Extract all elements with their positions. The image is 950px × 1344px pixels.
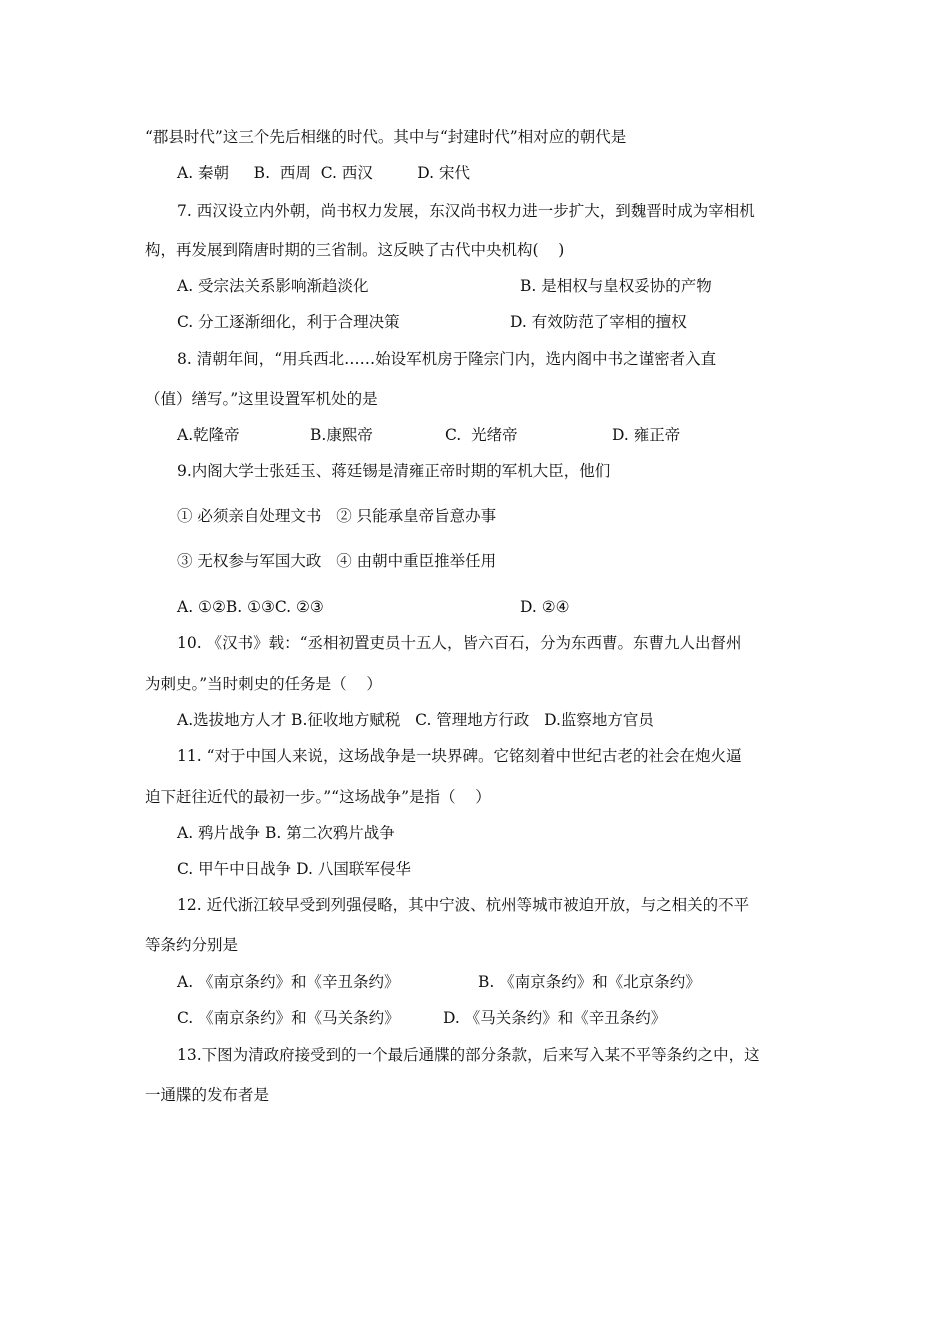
q7-option-d: D. 有效防范了宰相的擅权	[510, 313, 687, 331]
q12-stem-line2: 等条约分别是	[145, 936, 239, 954]
q7-option-b: B. 是相权与皇权妥协的产物	[520, 277, 712, 295]
q8-stem-line1: 8. 清朝年间，“用兵西北……始设军机房于隆宗门内，选内阁中书之谨密者入直	[177, 350, 717, 368]
q9-option-d: D. ②④	[520, 598, 570, 616]
q10-stem-line2: 为刺史。”当时刺史的任务是（ ）	[145, 675, 382, 693]
q7-option-a: A. 受宗法关系影响渐趋淡化	[177, 277, 369, 295]
q7-option-c: C. 分工逐渐细化，利于合理决策	[177, 313, 400, 331]
q13-stem-line1: 13.下图为清政府接受到的一个最后通牒的部分条款，后来写入某不平等条约之中，这	[177, 1046, 760, 1064]
q8-option-a: A.乾隆帝	[177, 426, 240, 444]
q8-option-b: B.康熙帝	[310, 426, 373, 444]
q9-stem: 9.内阁大学士张廷玉、蒋廷锡是清雍正帝时期的军机大臣，他们	[177, 462, 611, 480]
q12-option-b: B. 《南京条约》和《北京条约》	[478, 973, 701, 991]
q12-option-d: D. 《马关条约》和《辛丑条约》	[443, 1009, 667, 1027]
q11-options-line1: A. 鸦片战争 B. 第二次鸦片战争	[177, 824, 395, 842]
q6-options: A. 秦朝 B. 西周 C. 西汉 D. 宋代	[177, 164, 470, 182]
q12-option-a: A. 《南京条约》和《辛丑条约》	[177, 973, 400, 991]
q9-items-line2: ③ 无权参与军国大政 ④ 由朝中重臣推举任用	[177, 552, 497, 570]
q12-option-c: C. 《南京条约》和《马关条约》	[177, 1009, 400, 1027]
q11-stem-line1: 11. “对于中国人来说，这场战争是一块界碑。它铭刻着中世纪古老的社会在炮火逼	[177, 747, 742, 765]
q8-stem-line2: （值）缮写。”这里设置军机处的是	[145, 390, 378, 408]
q8-option-d: D. 雍正帝	[612, 426, 681, 444]
q7-stem-line2: 构，再发展到隋唐时期的三省制。这反映了古代中央机构( )	[145, 241, 565, 259]
q9-items-line1: ① 必须亲自处理文书 ② 只能承皇帝旨意办事	[177, 507, 497, 525]
q12-stem-line1: 12. 近代浙江较早受到列强侵略，其中宁波、杭州等城市被迫开放，与之相关的不平	[177, 896, 750, 914]
q11-options-line2: C. 甲午中日战争 D. 八国联军侵华	[177, 860, 411, 878]
q8-option-c: C. 光绪帝	[445, 426, 518, 444]
q10-options: A.选拔地方人才 B.征收地方赋税 C. 管理地方行政 D.监察地方官员	[177, 711, 654, 729]
q7-stem-line1: 7. 西汉设立内外朝，尚书权力发展，东汉尚书权力进一步扩大，到魏晋时成为宰相机	[177, 202, 755, 220]
q11-stem-line2: 迫下赶往近代的最初一步。”“这场战争”是指（ ）	[145, 788, 491, 806]
q9-options-abc: A. ①②B. ①③C. ②③	[177, 598, 324, 616]
q6-stem-end: “郡县时代”这三个先后相继的时代。其中与“封建时代”相对应的朝代是	[145, 128, 627, 146]
q13-stem-line2: 一通牒的发布者是	[145, 1086, 270, 1104]
q10-stem-line1: 10. 《汉书》载：“丞相初置吏员十五人，皆六百石，分为东西曹。东曹九人出督州	[177, 634, 742, 652]
